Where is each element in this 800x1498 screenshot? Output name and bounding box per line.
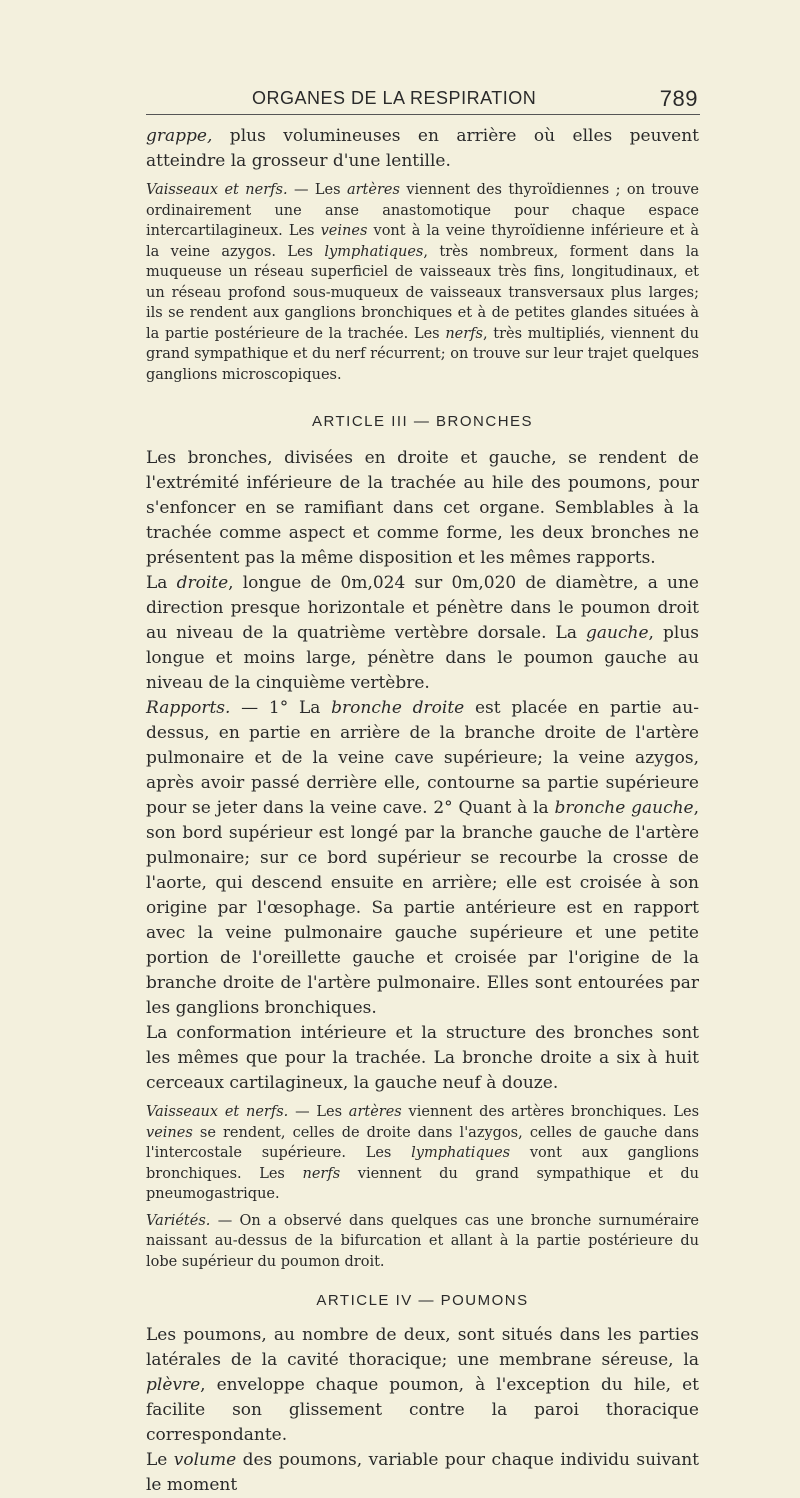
emphasis: Rapports. (146, 698, 231, 718)
emphasis: volume (173, 1450, 237, 1470)
text: des poumons, variable pour chaque individu suivant le moment (146, 1450, 699, 1495)
text: vont aux ganglions bronchiques. Les (146, 1145, 699, 1182)
emphasis: artères (348, 1104, 402, 1120)
emphasis: nerfs (302, 1165, 341, 1182)
text: plus volumineuses en arrière où elles peuvent atteindre la grosseur d'une lentille. (146, 126, 699, 171)
paragraph-poumons-volume (146, 1448, 699, 1498)
text: — On a observé dans quelques cas une bronche surnuméraire naissant au-dessus de la bifurcation et allant à la partie postérieure du lobe supérieur du poumon droit. (146, 1212, 699, 1270)
text: Les poumons, au nombre de deux, sont situés dans les parties latérales de la cavité thoracique; une membrane séreuse, la (146, 1325, 699, 1370)
text: viennent des thyroïdiennes ; on trouve ordinairement une anse anastomotique pour chaque espace intercartilagineux. Les (146, 182, 699, 239)
header-rule (146, 114, 700, 115)
text: — Les (288, 1104, 349, 1120)
emphasis: bronche gauche (554, 798, 694, 818)
paragraph-bronches-intro: Les bronches, divisées en droite et gauche, se rendent de l'extrémité inférieure de la trachée au hile des poumons, pour s'enfoncer en se ramifiant dans cet organe. Semblables à la trachée comme aspect et comme forme, les deux bronches ne présentent pas la même disposition et les mêmes rapports. (146, 448, 699, 568)
text: est placée en partie au-dessus, en partie en arrière de la branche droite de l'artère pulmonaire et de la veine cave supérieure; la veine azygos, après avoir passé derrière elle, contourne sa partie supérieure pour se jeter dans la veine cave. 2° Quant à la (146, 698, 699, 818)
text: vont à la veine thyroïdienne inférieure et à la veine azygos. Les (146, 223, 700, 260)
paragraph-vaisseaux-trachee (146, 180, 699, 385)
emphasis: plèvre (146, 1375, 201, 1395)
text: viennent du grand sympathique et du pneumogastrique. (146, 1165, 700, 1202)
emphasis: grappe, (146, 126, 213, 146)
text: viennent des artères bronchiques. Les (401, 1104, 700, 1120)
emphasis: veines (320, 223, 368, 239)
text: La (146, 573, 177, 593)
text: , très multipliés, viennent du grand sympathique et du nerf récurrent; on trouve sur leur trajet quelques ganglions microscopiques. (146, 325, 699, 383)
paragraph-rapports (146, 696, 699, 1021)
section-heading-bronches: ARTICLE III — BRONCHES (311, 413, 534, 430)
emphasis: Vaisseaux et nerfs. (146, 1104, 289, 1120)
emphasis: bronche droite (331, 698, 465, 718)
emphasis: gauche (586, 623, 649, 643)
text: , très nombreux, forment dans la muqueuse un réseau superficiel de vaisseaux très fins, longitudinaux, et un réseau profond sous-muqueux de vaisseaux transversaux plus larges; ils se rendent aux ganglions bronchiques et à de petites glandes situées à la partie postérieure de la trachée. Les (146, 243, 699, 342)
text: , enveloppe chaque poumon, à l'exception du hile, et facilite son glissement contre la paroi thoracique correspondante. (146, 1375, 699, 1445)
emphasis: nerfs (445, 325, 483, 342)
page-number: 789 (659, 86, 698, 111)
paragraph-grappe (146, 124, 699, 174)
text: — Les (287, 182, 347, 198)
paragraph-conformation: La conformation intérieure et la structure des bronches sont les mêmes que pour la trachée. La bronche droite a six à huit cerceaux cartilagineux, la gauche neuf à douze. (146, 1023, 699, 1093)
emphasis: veines (146, 1124, 193, 1141)
emphasis: lymphatiques (324, 243, 424, 260)
text: se rendent, celles de droite dans l'azygos, celles de gauche dans l'intercostale supérieure. Les (146, 1124, 699, 1161)
running-title: ORGANES DE LA RESPIRATION (252, 88, 537, 108)
text: , son bord supérieur est longé par la branche gauche de l'artère pulmonaire; sur ce bord supérieur se recourbe la crosse de l'aorte, qui descend ensuite en arrière; elle est croisée à son origine par l'œsophage. Sa partie antérieure est en rapport avec la veine pulmonaire gauche supérieure et une petite portion de l'oreillette gauche et croisée par l'origine de la branche droite de l'artère pulmonaire. Elles sont entourées par les ganglions bronchiques. (146, 798, 699, 1018)
section-heading-poumons: ARTICLE IV — POUMONS (316, 1292, 529, 1309)
paragraph-poumons-intro (146, 1323, 699, 1448)
page-body (146, 124, 699, 1498)
paragraph-bronches-dimensions (146, 571, 699, 696)
text: , plus longue et moins large, pénètre dans le poumon gauche au niveau de la cinquième vertèbre. (146, 623, 699, 693)
paragraph-varietes (146, 1211, 699, 1273)
text: Le (146, 1450, 174, 1470)
paragraph-vaisseaux-bronches (146, 1102, 699, 1205)
emphasis: Vaisseaux et nerfs. (146, 182, 288, 198)
emphasis: droite (176, 573, 229, 593)
text: , longue de 0m,024 sur 0m,020 de diamètre, a une direction presque horizontale et pénètre dans le poumon droit au niveau de la quatrième vertèbre dorsale. La (146, 573, 699, 643)
emphasis: artères (346, 182, 400, 198)
text: — 1° La (230, 698, 332, 718)
emphasis: lymphatiques (411, 1145, 511, 1161)
emphasis: Variétés. (146, 1212, 211, 1229)
